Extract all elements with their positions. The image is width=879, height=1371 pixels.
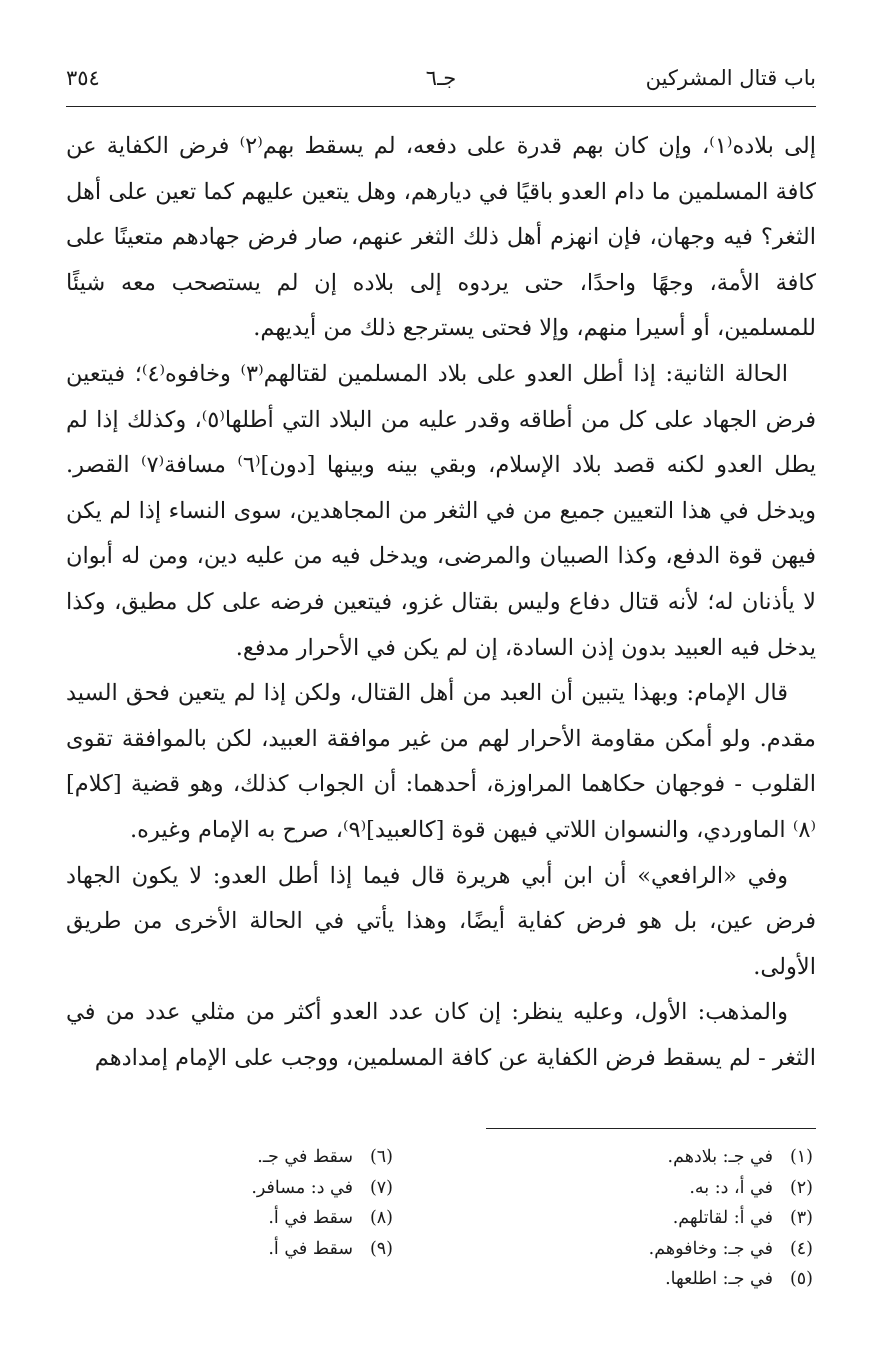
footnote-number: (٨) <box>369 1208 393 1228</box>
paragraph: والمذهب: الأول، وعليه ينظر: إن كان عدد العدو أكثر من مثلي عدد من في الثغر - لم يسقط فرض الكفاية عن كافة المسلمين، ووجب على الإمام إمدادهم <box>66 999 816 1071</box>
running-head <box>66 62 816 102</box>
footnote <box>93 1203 393 1234</box>
footnote <box>513 1173 813 1204</box>
footnote <box>93 1173 393 1204</box>
chapter-title: باب قتال المشركين <box>645 66 816 90</box>
main-text <box>66 124 816 1081</box>
footnote-text: سقط في أ. <box>268 1208 353 1228</box>
footnote <box>513 1203 813 1234</box>
footnotes-column-right <box>513 1142 813 1295</box>
paragraph: وفي «الرافعي» أن ابن أبي هريرة قال فيما إذا أطل العدو: لا يكون الجهاد فرض عين، بل هو فرض كفاية أيضًا، وهذا يأتي في الحالة الأخرى من طريق الأولى. <box>66 862 816 980</box>
page-number: ٣٥٤ <box>66 66 100 90</box>
footnote-number: (٥) <box>789 1269 813 1289</box>
paragraph: إلى بلاده⁽١⁾، وإن كان بهم قدرة على دفعه، لم يسقط بهم⁽٢⁾ فرض الكفاية عن كافة المسلمين ما دام العدو باقيًا في ديارهم، وهل يتعين عليهم كما تعين على أهل الثغر؟ فيه وجهان، فإن انهزم أهل ذلك الثغر عنهم، صار فرض جهادهم متعينًا على كافة الأمة، وجهًا واحدًا، حتى يردوه إلى بلاده إن لم يستصحب معه شيئًا للمسلمين، أو أسيرا منهم، وإلا فحتى يسترجع ذلك من أيديهم. <box>66 133 816 342</box>
footnote-text: سقط في أ. <box>268 1238 353 1259</box>
footnote-text: في جـ: بلادهم. <box>667 1147 773 1167</box>
footnote-text: في أ: لقاتلهم. <box>672 1208 773 1228</box>
footnote <box>93 1234 393 1265</box>
footnote-text: في د: مسافر. <box>251 1177 353 1198</box>
paragraph: قال الإمام: وبهذا يتبين أن العبد من أهل القتال، ولكن إذا لم يتعين فحق السيد مقدم. ولو أمكن مقاومة الأحرار لهم من غير موافقة العبيد، لكن بالموافقة تقوى القلوب - فوجهان حكاهما المراوزة، أحدهما: أن الجواب كذلك، وهو قضية [كلام]⁽٨⁾ الماوردي، والنسوان اللاتي فيهن قوة [كالعبيد]⁽٩⁾، صرح به الإمام وغيره. <box>66 680 816 843</box>
footnotes-column-left <box>93 1142 393 1264</box>
footnote-number: (٩) <box>369 1238 393 1259</box>
footnote-divider <box>486 1128 816 1129</box>
footnote-text: في جـ: وخافوهم. <box>648 1238 773 1259</box>
footnote-number: (٧) <box>369 1177 393 1198</box>
footnote-number: (٣) <box>789 1208 813 1228</box>
footnote-text: في جـ: اطلعها. <box>665 1269 773 1289</box>
footnote-number: (١) <box>789 1147 813 1167</box>
footnote-text: سقط في جـ. <box>257 1147 353 1167</box>
volume-label: جـ٦ <box>425 66 457 90</box>
footnote-number: (٢) <box>789 1177 813 1198</box>
footnote <box>513 1142 813 1173</box>
footnote <box>93 1142 393 1173</box>
footnote-text: في أ، د: به. <box>689 1177 773 1198</box>
footnote-number: (٦) <box>369 1147 393 1167</box>
footnote-number: (٤) <box>789 1238 813 1259</box>
paragraph: الحالة الثانية: إذا أطل العدو على بلاد المسلمين لقتالهم⁽٣⁾ وخافوه⁽٤⁾؛ فيتعين فرض الجهاد على كل من أطاقه وقدر عليه من البلاد التي أطلها⁽٥⁾، وكذلك إذا لم يطل العدو لكنه قصد بلاد الإسلام، وبقي بينه وبينها [دون]⁽٦⁾ مسافة⁽٧⁾ القصر. ويدخل في هذا التعيين جميع من في الثغر من المجاهدين، سوى النساء إذا لم يكن فيهن قوة الدفع، وكذا الصبيان والمرضى، ويدخل فيه من عليه دين، ومن له أبوان لا يأذنان له؛ لأنه قتال دفاع وليس بقتال غزو، فيتعين فرضه على كل مطيق، وكذا يدخل فيه العبيد بدون إذن السادة، إن لم يكن في الأحرار مدفع. <box>66 360 816 661</box>
footnote <box>513 1264 813 1295</box>
footnote <box>513 1234 813 1265</box>
header-divider <box>66 106 816 107</box>
